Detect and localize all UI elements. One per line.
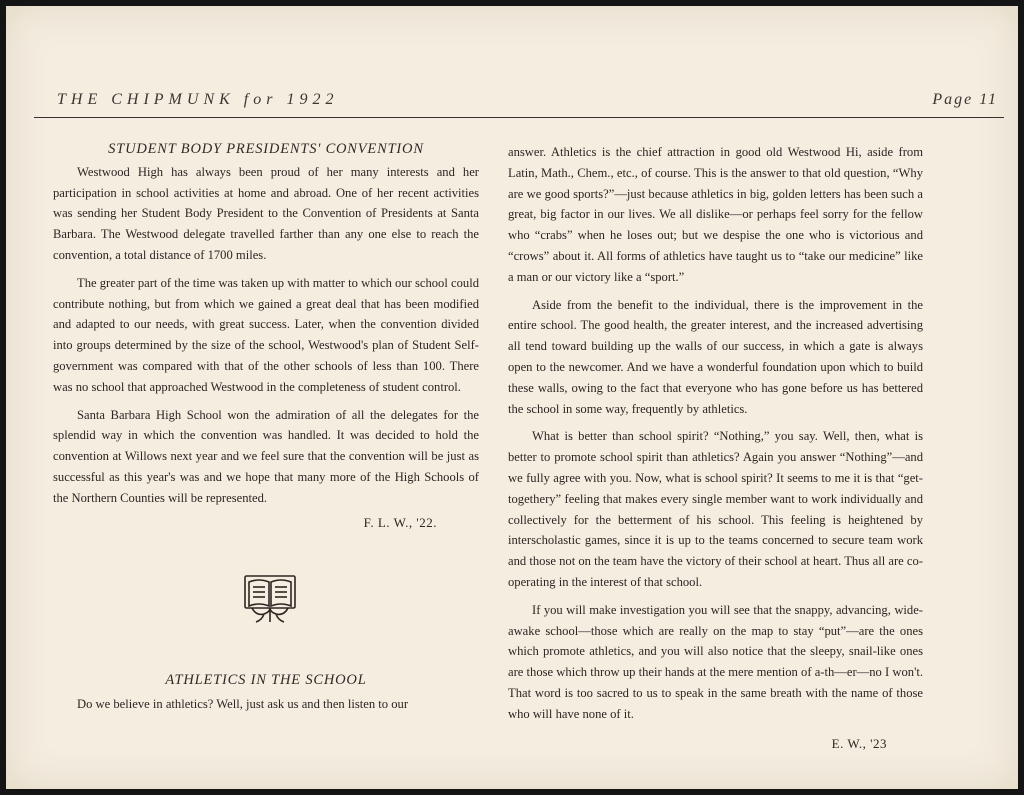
article-paragraph: If you will make investigation you will see that the snappy, advancing, wide-awake school—those which are really on the map to stay “put”—are the ones which promote athletics, and you will also notice that the sleepy, snail-like ones are those which throw up their hands at the mere mention of a-th—er—no I won't. That word is too sacred to us to speak in the same breath with the name of those who will have none of it. — [508, 602, 923, 721]
article-paragraph: Aside from the benefit to the individual, there is the improvement in the entire school. The good health, the greater interest, and the increased advertising all tend toward building up the walls of our success, in which a gate is always open to the newcomer. And we have a wonderful foundation upon which to build these walls, owing to the fact that everyone who has gone before us has bettered the school in some way, frequently by athletics. — [508, 297, 923, 416]
magazine-page — [6, 6, 1018, 789]
article-paragraph: What is better than school spirit? “Nothing,” you say. Well, then, what is better to promote school spirit than athletics? Again you answer “Nothing”—and we fully agree with you. Now, what is school spirit? It seems to me it is that “get-togethery” feeling that makes every single member want to work individually and collectively for the betterment of his school. This feeling is heightened by interscholastic games, since it is up to the teams concerned to secure team work and those not on the team have the victory of their school at heart. Thus all are co-operating in the interest of that school. — [508, 429, 923, 589]
article-title-convention: STUDENT BODY PRESIDENTS' CONVENTION — [108, 141, 424, 157]
article-paragraph: Westwood High has always been proud of her many interests and her participation in school activities at home and abroad. One of her recent activities was sending her Student Body President to the Convention of Presidents at Santa Barbara. The Westwood delegate travelled farther than any one else to reach the convention, a total distance of 1700 miles. — [53, 164, 479, 262]
article-title-athletics: ATHLETICS IN THE SCHOOL — [165, 672, 367, 688]
article-paragraph: Do we believe in athletics? Well, just ask us and then listen to our — [77, 696, 409, 711]
author-signature: E. W., '23 — [831, 735, 887, 751]
page-header — [34, 87, 1004, 118]
athletics-article-start — [53, 670, 479, 715]
right-column — [508, 142, 923, 754]
page-number: Page 11 — [932, 91, 998, 108]
author-signature: F. L. W., '22. — [363, 514, 437, 530]
article-paragraph: The greater part of the time was taken up with matter to which our school could contribute nothing, but from which we gained a great deal that has been modified and adapted to our needs, with great success. Later, when the convention divided into groups determined by the size of the school, Westwood's plan of Student Self-government was compared with that of the other schools of less than 100. There was no school that approached Westwood in the completeness of student control. — [53, 275, 479, 394]
publication-title: THE CHIPMUNK for 1922 — [57, 91, 339, 108]
article-paragraph: answer. Athletics is the chief attraction in good old Westwood Hi, aside from Latin, Math., Chem., etc., of course. This is the answer to that old question, “Why are we good sports?”—just because athletics in big, golden letters has been such a great, big factor in our lives. We all dislike—or perhaps feel sorry for the fellow who “crabs” when he loses out; but we despise the one who is victorious and “crows” about it. All forms of athletics have taught us to “take our medicine” like a man or our victory like a “sport.” — [508, 145, 923, 284]
open-book-icon — [242, 572, 298, 628]
left-column — [53, 139, 479, 533]
article-paragraph: Santa Barbara High School won the admiration of all the delegates for the splendid way in which the convention was handled. It was decided to hold the convention at Willows next year and we feel sure that the convention will be just as successful as this year's was and we hope that many more of the High Schools of the Northern Counties will be represented. — [53, 407, 479, 505]
